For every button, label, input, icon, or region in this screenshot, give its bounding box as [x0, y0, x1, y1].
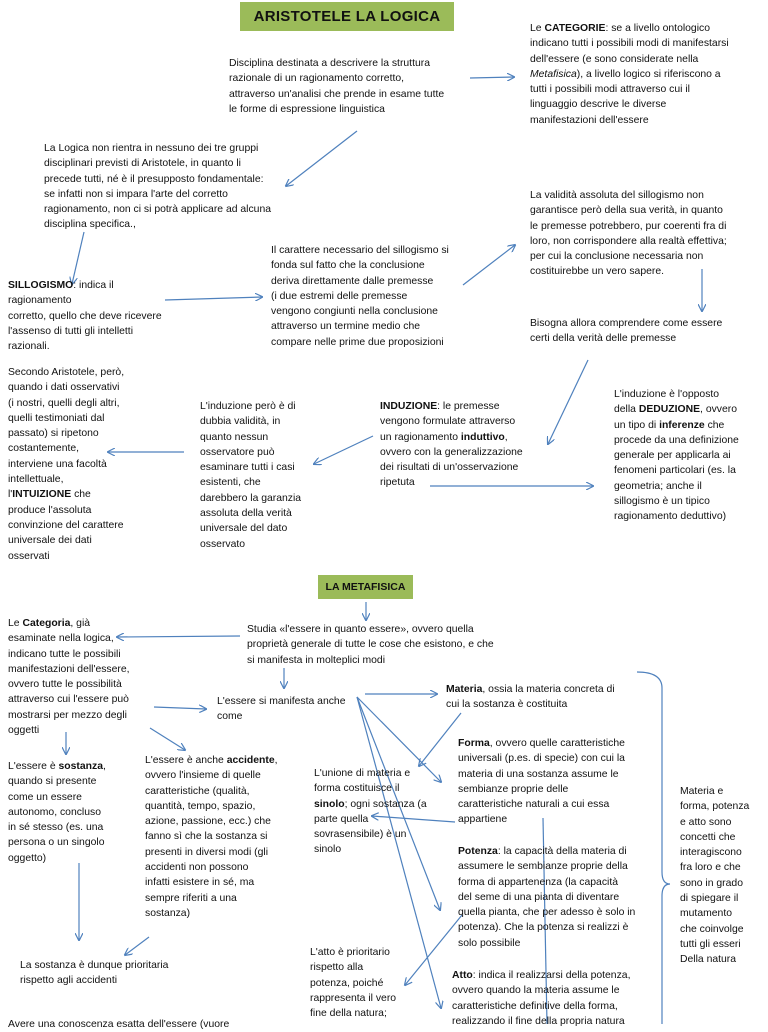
- sillogismo-term: SILLOGISMO: [8, 280, 74, 291]
- arrow-logica-sillogismo: [72, 232, 84, 284]
- studia-text: Studia «l'essere in quanto essere», ovvero quella proprietà generale di tutte le cose che esistono, e che si manifesta in molteplici modi: [247, 624, 494, 666]
- potenza-term: Potenza: [458, 846, 498, 857]
- induttivo-term: induttivo: [460, 431, 505, 443]
- arrow-materia-forma: [419, 713, 461, 766]
- deduzione-text: L'induzione è l'opposto della DEDUZIONE, ovvero un tipo di inferenze che procede da una definizione generale per applicarla ai fenomeni particolari (es. la geometria; anche il sillogismo è un tipico ragionamento deduttivo): [614, 389, 739, 523]
- atto-term: Atto: [452, 970, 473, 981]
- validita-text: La validità assoluta del sillogismo non garantisce però della sua verità, in quanto le premesse potrebbero, pur coerenti fra di loro, non corrispondere alla realtà effettiva; per cui la conclusione necessaria non costituirebbe un vero sapere.: [530, 190, 727, 278]
- si-manifesta-text: L'essere si manifesta anche come: [217, 696, 346, 723]
- metafisica-italic: Metafisica: [530, 68, 577, 80]
- title-header: ARISTOTELE LA LOGICA: [240, 2, 454, 31]
- sostanza-prioritaria-text: La sostanza è dunque prioritaria rispetto agli accidenti: [20, 960, 169, 987]
- induzione-term: INDUZIONE: [380, 401, 438, 412]
- forma-term: Forma: [458, 738, 490, 749]
- arrow-sillogismo-carattere: [165, 297, 262, 300]
- conoscenza-esatta-text: Avere una conoscenza esatta dell'essere (vuore: [8, 1019, 230, 1030]
- logica-non-rientra-text: La Logica non rientra in nessuno dei tre gruppi disciplinari previsti di Aristotele, in quanto li precede tutti, né è il presupposto fondamentale: se infatti non si impara l'arte del corretto ragionamento, non ci si potrà applicare ad alcuna disciplina specifica.,: [44, 143, 272, 231]
- metafisica-header: LA METAFISICA: [318, 575, 413, 599]
- accidente-text: L'essere è anche accidente, ovvero l'insieme di quelle caratteristiche (qualità, quantità, tempo, spazio, azione, passione, ecc.) che fanno sì che la sostanza si presenti in diversi modi (gli accidenti non possono infatti esistere in sé, ma sempre riferiti a una sostanza): [145, 755, 278, 919]
- secondo-aristotele-text: Secondo Aristotele, però, quando i dati osservativi (i nostri, quelli degli altri, quelli testimoniati dal passato) si ripetono costantemente, interviene una facoltà intellettuale, l'INTUIZIONE che produce l'assoluta convinzione del carattere universale dei dati osservati: [8, 367, 125, 562]
- atto-prioritario-text: L'atto è prioritario rispetto alla potenza, poiché rappresenta il vero fine della natura;: [310, 947, 397, 1020]
- induzione-dubbia-text: L'induzione però è di dubbia validità, in quanto nessun osservatore può esaminare tutti i casi esistenti, che darebbero la garanzia assoluta della verità universale del dato osservato: [200, 401, 302, 550]
- intuizione-term: INTUIZIONE: [12, 489, 72, 501]
- deduzione-term: DEDUZIONE: [638, 404, 701, 416]
- materia-text: Materia, ossia la materia concreta di cui la sostanza è costituita: [446, 684, 615, 711]
- categorie-text: Le CATEGORIE: se a livello ontologico indicano tutti i possibili modi di manifestarsi dell'essere (e sono considerate nella Metafisica), a livello logico si riferiscono a tutti i possibili modi attraverso cui il linguaggio descrive le diverse manifestazioni dell'essere: [530, 23, 729, 126]
- bisogna-text: Bisogna allora comprendere come essere certi della verità delle premesse: [530, 318, 723, 345]
- inferenze-term: inferenze: [659, 419, 705, 431]
- carattere-necessario-text: Il carattere necessario del sillogismo si fonda sul fatto che la conclusione deriva direttamente dalle premesse (i due estremi delle premesse vengono congiunti nella conclusione attraverso un termine medio che compare nelle prime due proposizioni: [271, 245, 449, 348]
- atto-text: Atto: indica il realizzarsi della potenza, ovvero quando la materia assume le caratteristiche definitive della forma, realizzando il fine della propria natura: [452, 970, 631, 1027]
- accidente-term: accidente: [226, 755, 275, 766]
- categorie-term: CATEGORIE: [544, 23, 606, 34]
- materia-term: Materia: [446, 684, 483, 695]
- sostanza-term: sostanza: [58, 761, 103, 772]
- sillogismo-text: SILLOGISMO: indica il ragionamento corretto, quello che deve ricevere l'assenso di tutti gli intelletti razionali.: [8, 280, 162, 353]
- arrow-accidente-prioritaria: [125, 937, 149, 955]
- sinolo-term: sinolo: [314, 798, 345, 810]
- categoria-term: Categoria: [22, 618, 71, 629]
- forma-text: Forma, ovvero quelle caratteristiche universali (p.es. di specie) con cui la materia di una sostanza assume le sembianze proprie delle caratteristiche naturali a cui essa appartiene: [458, 738, 625, 826]
- concetti-text: Materia e forma, potenza e atto sono concetti che interagiscono fra loro e che sono in grado di spiegare il mutamento che coinvolge tutti gli esseri Della natura: [680, 786, 750, 966]
- arrow-categoria-manifesta: [154, 707, 206, 709]
- induzione-text: INDUZIONE: le premesse vengono formulate attraverso un ragionamento induttivo, ovvero con la generalizzazione dei risultati di un'osservazione ripetuta: [380, 401, 523, 489]
- potenza-text: Potenza: la capacità della materia di assumere le sembianze proprie della forma di appartenenza (la capacità del seme di una pianta di diventare quella pianta, che per adesso è solo in potenza). Che la potenza si realizzi è solo possibile: [458, 846, 636, 949]
- sostanza-text: L'essere è sostanza, quando si presente come un essere autonomo, concluso in sé stesso (es. una persona o un singolo oggetto): [8, 761, 106, 864]
- disciplina-text: Disciplina destinata a descrivere la struttura razionale di un ragionamento corretto, attraverso un'analisi che prende in esame tutte le forme di espressione linguistica: [229, 58, 445, 115]
- sinolo-text: L'unione di materia e forma costituisce il sinolo; ogni sostanza (a parte quella sovrasensibile) è un sinolo: [314, 768, 427, 856]
- categoria-text: Le Categoria, già esaminate nella logica, indicano tutte le possibili manifestazioni dell'essere, ovvero tutte le possibilità attraverso cui l'essere può mostrarsi per mezzo degli oggetti: [8, 618, 130, 737]
